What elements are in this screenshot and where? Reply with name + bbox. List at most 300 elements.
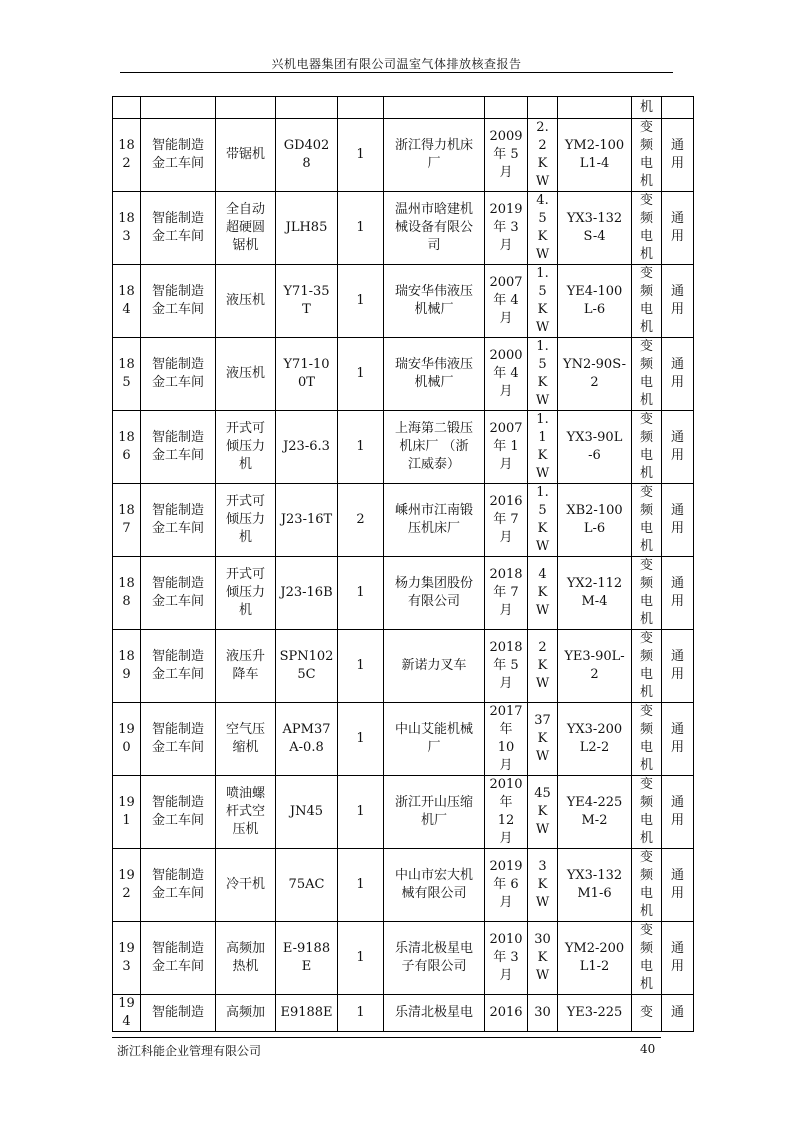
table-cell-quantity bbox=[338, 922, 384, 995]
table-cell-equipment-name bbox=[216, 703, 276, 776]
table-cell-equipment-name bbox=[216, 922, 276, 995]
table-cell-workshop bbox=[141, 922, 216, 995]
table-cell-motor-type-text: 变 频 电 机 bbox=[639, 193, 653, 262]
table-cell-power bbox=[528, 703, 558, 776]
table-cell-general-text: 通 用 bbox=[670, 357, 684, 390]
table-cell-number bbox=[113, 703, 141, 776]
table-cell-motor-type bbox=[632, 630, 662, 703]
table-cell-date-text: 2019 年 3 月 bbox=[489, 202, 523, 253]
table-cell-quantity-text: 1 bbox=[356, 293, 365, 308]
table-cell-general bbox=[662, 922, 694, 995]
table-cell-quantity-text: 1 bbox=[356, 731, 365, 746]
table-cell-general bbox=[662, 776, 694, 849]
table-cell-motor-type bbox=[632, 411, 662, 484]
footer-company: 浙江科能企业管理有限公司 bbox=[117, 1044, 262, 1058]
table-cell-workshop-text: 智能制造 bbox=[151, 1005, 204, 1020]
table-cell-manufacturer bbox=[384, 411, 485, 484]
table-cell-number bbox=[113, 119, 141, 192]
table-cell-motor-type bbox=[632, 995, 662, 1032]
table-cell-motor-model bbox=[558, 411, 632, 484]
table-cell-power-text: 30 bbox=[534, 1005, 551, 1020]
table-cell-motor-type bbox=[632, 192, 662, 265]
table-cell-general bbox=[662, 265, 694, 338]
table-cell-motor-type bbox=[632, 338, 662, 411]
table-cell-motor-type: 机 bbox=[632, 97, 662, 119]
table-cell-motor-type bbox=[632, 849, 662, 922]
table-cell-manufacturer-text: 瑞安华伟液压 机械厂 bbox=[394, 357, 473, 390]
table-cell-date-text: 2018 年 7 月 bbox=[489, 567, 523, 618]
table-cell-date-text: 2010 年 12 月 bbox=[489, 777, 523, 846]
table-cell-motor-model bbox=[558, 484, 632, 557]
table-cell-quantity-text: 1 bbox=[356, 585, 365, 600]
table-cell-number-text: 184 bbox=[118, 284, 135, 317]
table-cell-motor-type-text: 变 频 电 机 bbox=[639, 412, 653, 481]
table-row bbox=[113, 411, 694, 484]
table-cell-model-text: J23-16T bbox=[280, 512, 333, 527]
table-cell-motor-type-text: 变 频 电 机 bbox=[639, 704, 653, 773]
table-row bbox=[113, 119, 694, 192]
table-cell-general-text: 通 用 bbox=[670, 941, 684, 974]
table-cell-manufacturer-text: 嵊州市江南锻 压机床厂 bbox=[394, 503, 473, 536]
table-cell-manufacturer bbox=[384, 338, 485, 411]
table-cell-manufacturer-text: 乐清北极星电 子有限公司 bbox=[394, 941, 473, 974]
table-cell-number-text: 188 bbox=[118, 576, 135, 609]
table-cell-motor-type-text: 变 频 电 机 bbox=[639, 558, 653, 627]
table-cell-manufacturer bbox=[384, 995, 485, 1032]
table-cell-manufacturer bbox=[384, 703, 485, 776]
table-cell-manufacturer bbox=[384, 119, 485, 192]
table-cell-model bbox=[276, 776, 338, 849]
table-cell-motor-type-text: 变 bbox=[639, 1005, 653, 1020]
table-cell-power bbox=[528, 484, 558, 557]
table-cell-model bbox=[276, 557, 338, 630]
table-cell-power bbox=[528, 557, 558, 630]
table-cell-model-text: Y71-10 0T bbox=[283, 357, 330, 390]
table-cell-general-text: 通 用 bbox=[670, 795, 684, 828]
table-cell-number bbox=[113, 995, 141, 1032]
table-cell-number-text: 190 bbox=[118, 722, 135, 755]
table-cell-workshop-text: 智能制造 金工车间 bbox=[151, 430, 204, 463]
table-cell-motor-model-text: YX3-200 L2-2 bbox=[566, 722, 623, 755]
table-cell-general-text: 通 用 bbox=[670, 211, 684, 244]
table-cell-motor-model-text: YM2-100 L1-4 bbox=[564, 138, 625, 171]
table-cell-power-text: 2 K W bbox=[535, 640, 550, 691]
table-cell-workshop bbox=[141, 995, 216, 1032]
table-cell-model bbox=[276, 995, 338, 1032]
table-cell-manufacturer bbox=[384, 630, 485, 703]
table-row bbox=[113, 265, 694, 338]
table-cell-power bbox=[528, 849, 558, 922]
table-cell-motor-type-text: 变 频 电 机 bbox=[639, 923, 653, 992]
table-cell-manufacturer-text: 杨力集团股份 有限公司 bbox=[394, 576, 473, 609]
table-cell-workshop bbox=[141, 776, 216, 849]
table-cell-motor-type bbox=[632, 119, 662, 192]
table-cell-general bbox=[662, 484, 694, 557]
table-cell-motor-model bbox=[558, 703, 632, 776]
table-cell-power-text: 3 K W bbox=[535, 859, 550, 910]
table-cell-quantity bbox=[338, 776, 384, 849]
table-cell-date bbox=[485, 630, 528, 703]
table-cell-power-text: 30 K W bbox=[534, 932, 551, 983]
table-cell-model bbox=[276, 703, 338, 776]
table-cell-workshop-text: 智能制造 金工车间 bbox=[151, 576, 204, 609]
table-cell-motor-type-text: 变 频 电 机 bbox=[639, 485, 653, 554]
table-cell-equipment-name-text: 液压机 bbox=[225, 293, 265, 308]
table-cell-power-text: 2. 2 K W bbox=[535, 120, 550, 189]
table-cell-manufacturer bbox=[384, 922, 485, 995]
table-cell-workshop-text: 智能制造 金工车间 bbox=[151, 722, 204, 755]
table-cell-model-text: GD402 8 bbox=[283, 138, 330, 171]
table-row bbox=[113, 192, 694, 265]
table-cell-general-text: 通 用 bbox=[670, 868, 684, 901]
table-cell-date bbox=[485, 192, 528, 265]
table-cell-workshop bbox=[141, 119, 216, 192]
table-cell-workshop-text: 智能制造 金工车间 bbox=[151, 941, 204, 974]
table-cell-number-text: 193 bbox=[118, 941, 135, 974]
table-cell-motor-model-text: YX2-112 M-4 bbox=[566, 576, 623, 609]
table-cell-motor-model bbox=[558, 995, 632, 1032]
table-cell-quantity bbox=[338, 192, 384, 265]
table-cell-general bbox=[662, 703, 694, 776]
table-cell-date bbox=[485, 484, 528, 557]
table-cell-power bbox=[528, 630, 558, 703]
table-cell-workshop bbox=[141, 630, 216, 703]
page-header-title: 兴机电器集团有限公司温室气体排放核查报告 bbox=[271, 57, 522, 71]
table-cell-power-text: 1. 5 K W bbox=[535, 266, 550, 335]
table-cell-workshop-text: 智能制造 金工车间 bbox=[151, 649, 204, 682]
table-cell-manufacturer bbox=[384, 192, 485, 265]
table-cell-workshop-text: 智能制造 金工车间 bbox=[151, 868, 204, 901]
table-cell-number-text: 185 bbox=[118, 357, 135, 390]
table-cell-equipment-name-text: 开式可 倾压力 机 bbox=[225, 567, 265, 618]
table-cell-manufacturer bbox=[384, 484, 485, 557]
table-cell-number-text: 187 bbox=[118, 503, 135, 536]
table-cell-number-text: 194 bbox=[118, 996, 135, 1029]
table-cell-manufacturer-text: 乐清北极星电 bbox=[394, 1005, 473, 1020]
table-cell-manufacturer bbox=[384, 849, 485, 922]
table-cell-motor-model-text: YN2-90S- 2 bbox=[563, 357, 626, 390]
table-cell-general-text: 通 bbox=[670, 1005, 684, 1020]
table-cell-model bbox=[276, 265, 338, 338]
table-cell-equipment-name-text: 液压机 bbox=[225, 366, 265, 381]
table-cell-quantity-text: 1 bbox=[356, 658, 365, 673]
table-cell-motor-type-text: 变 频 电 机 bbox=[639, 120, 653, 189]
table-cell-number bbox=[113, 630, 141, 703]
table-cell-quantity bbox=[338, 265, 384, 338]
table-cell-equipment-name bbox=[216, 776, 276, 849]
table-cell-equipment-name bbox=[216, 411, 276, 484]
table-cell-power-text: 1. 5 K W bbox=[535, 485, 550, 554]
table-cell-motor-model bbox=[558, 776, 632, 849]
table-cell-power bbox=[528, 119, 558, 192]
table-cell-general-text: 通 用 bbox=[670, 722, 684, 755]
table-cell-motor-model-text: YE3-90L- 2 bbox=[564, 649, 625, 682]
table-cell-manufacturer-text: 浙江得力机床 厂 bbox=[394, 138, 473, 171]
table-cell-date bbox=[485, 922, 528, 995]
table-row bbox=[113, 703, 694, 776]
table-cell-power bbox=[528, 192, 558, 265]
table-cell-workshop-text: 智能制造 金工车间 bbox=[151, 503, 204, 536]
table-cell-motor-type-text: 变 频 电 机 bbox=[639, 339, 653, 408]
table-cell-motor-model-text: YE4-225 M-2 bbox=[566, 795, 623, 828]
table-cell-general bbox=[662, 411, 694, 484]
table-cell-date-text: 2019 年 6 月 bbox=[489, 859, 523, 910]
table-cell-equipment-name bbox=[216, 265, 276, 338]
table-cell-quantity bbox=[338, 411, 384, 484]
table-cell-power-text: 37 K W bbox=[534, 713, 551, 764]
table-cell-manufacturer bbox=[384, 776, 485, 849]
table-cell-model-text: E-9188 E bbox=[282, 941, 331, 974]
table-cell-motor-model-text: YX3-132 S-4 bbox=[566, 211, 623, 244]
table-cell-motor-model bbox=[558, 119, 632, 192]
table-cell-power bbox=[528, 995, 558, 1032]
table-cell-quantity-text: 1 bbox=[356, 439, 365, 454]
table-cell-date bbox=[485, 265, 528, 338]
table-cell-date-text: 2000 年 4 月 bbox=[489, 348, 523, 399]
table-row bbox=[113, 776, 694, 849]
table-cell-date bbox=[485, 411, 528, 484]
table-cell-date bbox=[485, 703, 528, 776]
table-cell-general-text: 通 用 bbox=[670, 430, 684, 463]
table-cell-workshop-text: 智能制造 金工车间 bbox=[151, 795, 204, 828]
table-cell-model bbox=[276, 411, 338, 484]
table-cell-number bbox=[113, 338, 141, 411]
table-cell-manufacturer-text: 中山艾能机械 厂 bbox=[394, 722, 473, 755]
table-cell-motor-model-text: YX3-90L -6 bbox=[566, 430, 623, 463]
table-cell-quantity-text: 1 bbox=[356, 147, 365, 162]
table-cell-motor-model-text: YX3-132 M1-6 bbox=[566, 868, 623, 901]
table-cell-model bbox=[276, 338, 338, 411]
table-cell-general bbox=[662, 192, 694, 265]
table-cell-date bbox=[485, 849, 528, 922]
table-cell-manufacturer bbox=[384, 265, 485, 338]
table-cell-equipment-name bbox=[216, 849, 276, 922]
table-cell-workshop bbox=[141, 411, 216, 484]
table-cell-motor-model-text: YE3-225 bbox=[566, 1005, 623, 1020]
table-cell-number bbox=[113, 265, 141, 338]
table-cell-manufacturer bbox=[384, 557, 485, 630]
table-cell-number bbox=[113, 192, 141, 265]
table-cell-manufacturer-text: 瑞安华伟液压 机械厂 bbox=[394, 284, 473, 317]
table-cell-date bbox=[485, 776, 528, 849]
table-cell-workshop bbox=[141, 849, 216, 922]
table-cell-motor-model bbox=[558, 849, 632, 922]
table-cell-number bbox=[113, 411, 141, 484]
table-cell-equipment-name-text: 喷油螺 杆式空 压机 bbox=[225, 786, 265, 837]
table-cell-quantity bbox=[338, 703, 384, 776]
table-cell-model bbox=[276, 192, 338, 265]
table-cell-workshop bbox=[141, 192, 216, 265]
table-cell-number-text: 182 bbox=[118, 138, 135, 171]
table-cell-general bbox=[662, 119, 694, 192]
table-cell-equipment-name bbox=[216, 630, 276, 703]
table-cell-model bbox=[276, 484, 338, 557]
table-cell-power bbox=[528, 776, 558, 849]
table-cell-workshop bbox=[141, 338, 216, 411]
table-cell-motor-type-text: 变 频 电 机 bbox=[639, 266, 653, 335]
table-cell-motor-model bbox=[558, 265, 632, 338]
table-row-continued bbox=[113, 97, 694, 119]
table-cell-equipment-name bbox=[216, 995, 276, 1032]
table-cell-date-text: 2016 bbox=[489, 1005, 523, 1020]
table-cell-power bbox=[528, 411, 558, 484]
table-cell-power bbox=[528, 922, 558, 995]
table-cell-power-text: 4. 5 K W bbox=[535, 193, 550, 262]
table-cell-motor-model bbox=[558, 192, 632, 265]
table-cell-quantity bbox=[338, 995, 384, 1032]
table-row bbox=[113, 484, 694, 557]
table-cell-motor-type-text: 变 频 电 机 bbox=[639, 850, 653, 919]
table-cell-number bbox=[113, 776, 141, 849]
table-cell-power bbox=[528, 265, 558, 338]
table-cell-date-text: 2007 年 4 月 bbox=[489, 275, 523, 326]
table-cell-workshop bbox=[141, 265, 216, 338]
table-cell-equipment-name-text: 高频加 bbox=[225, 1005, 265, 1020]
table-cell-motor-model bbox=[558, 922, 632, 995]
table-cell-general-text: 通 用 bbox=[670, 138, 684, 171]
table-cell-workshop-text: 智能制造 金工车间 bbox=[151, 211, 204, 244]
table-cell-motor-type bbox=[632, 922, 662, 995]
table-cell-date-text: 2018 年 5 月 bbox=[489, 640, 523, 691]
table-cell-general bbox=[662, 995, 694, 1032]
table-cell-quantity bbox=[338, 630, 384, 703]
table-cell-model-text: APM37 A-0.8 bbox=[282, 722, 331, 755]
table-cell-number-text: 191 bbox=[118, 795, 135, 828]
footer-divider bbox=[112, 1037, 661, 1038]
table-cell-model-text: SPN102 5C bbox=[279, 649, 334, 682]
table-cell-general-text: 通 用 bbox=[670, 503, 684, 536]
table-cell-equipment-name-text: 空气压 缩机 bbox=[225, 722, 265, 755]
table-cell-workshop bbox=[141, 703, 216, 776]
table-cell-model-text: J23-6.3 bbox=[283, 439, 330, 454]
table-cell-general bbox=[662, 849, 694, 922]
table-cell-model bbox=[276, 630, 338, 703]
table-cell-quantity bbox=[338, 338, 384, 411]
table-cell-manufacturer-text: 浙江开山压缩 机厂 bbox=[394, 795, 473, 828]
table-cell-number-text: 189 bbox=[118, 649, 135, 682]
table-cell-model bbox=[276, 922, 338, 995]
table-row bbox=[113, 338, 694, 411]
table-cell-motor-model bbox=[558, 630, 632, 703]
table-cell-motor-model-text: YE4-100 L-6 bbox=[566, 284, 623, 317]
table-cell-model-text: 75AC bbox=[288, 877, 325, 892]
table-cell-equipment-name-text: 冷干机 bbox=[225, 877, 265, 892]
table-cell-manufacturer-text: 温州市晗建机 械设备有限公 司 bbox=[394, 202, 473, 253]
table-cell-workshop-text: 智能制造 金工车间 bbox=[151, 138, 204, 171]
table-cell-number-text: 186 bbox=[118, 430, 135, 463]
table-cell-quantity bbox=[338, 557, 384, 630]
table-cell-quantity-text: 1 bbox=[356, 804, 365, 819]
table-cell-date bbox=[485, 119, 528, 192]
table-cell-equipment-name bbox=[216, 557, 276, 630]
table-cell-workshop bbox=[141, 557, 216, 630]
table-row bbox=[113, 922, 694, 995]
table-row bbox=[113, 630, 694, 703]
table-row bbox=[113, 557, 694, 630]
table-cell-equipment-name bbox=[216, 192, 276, 265]
table-cell-quantity bbox=[338, 119, 384, 192]
table-cell-manufacturer-text: 新诺力叉车 bbox=[401, 658, 467, 673]
table-row bbox=[113, 849, 694, 922]
table-cell-model-text: Y71-35 T bbox=[283, 284, 330, 317]
table-cell-date-text: 2007 年 1 月 bbox=[489, 421, 523, 472]
table-cell-model-text: JLH85 bbox=[285, 220, 328, 235]
table-cell-equipment-name-text: 全自动 超硬圆 锯机 bbox=[225, 202, 265, 253]
table-cell-model-text: JN45 bbox=[289, 804, 324, 819]
table-cell-general-text: 通 用 bbox=[670, 649, 684, 682]
table-cell-quantity bbox=[338, 484, 384, 557]
table-cell-equipment-name-text: 开式可 倾压力 机 bbox=[225, 421, 265, 472]
equipment-table bbox=[112, 96, 694, 1032]
table-cell-power-text: 1. 1 K W bbox=[535, 412, 550, 481]
table-cell-number bbox=[113, 849, 141, 922]
table-cell-general bbox=[662, 630, 694, 703]
table-cell-motor-type bbox=[632, 484, 662, 557]
table-cell-manufacturer-text: 上海第二锻压 机床厂 （浙 江威泰） bbox=[394, 421, 473, 472]
table-cell-workshop-text: 智能制造 金工车间 bbox=[151, 284, 204, 317]
table-cell-motor-type bbox=[632, 776, 662, 849]
table-cell-general bbox=[662, 338, 694, 411]
table-cell-workshop-text: 智能制造 金工车间 bbox=[151, 357, 204, 390]
table-cell-motor-type bbox=[632, 703, 662, 776]
table-cell-quantity-text: 1 bbox=[356, 1005, 365, 1020]
table-cell-general-text: 通 用 bbox=[670, 576, 684, 609]
table-cell-motor-type bbox=[632, 265, 662, 338]
page-number: 40 bbox=[640, 1042, 656, 1056]
table-cell-motor-model-text: XB2-100 L-6 bbox=[566, 503, 623, 536]
table-cell-quantity bbox=[338, 849, 384, 922]
table-row bbox=[113, 995, 694, 1032]
table-cell-number bbox=[113, 922, 141, 995]
table-cell-date bbox=[485, 995, 528, 1032]
table-cell-equipment-name-text: 高频加 热机 bbox=[225, 941, 265, 974]
table-cell-equipment-name bbox=[216, 119, 276, 192]
table-cell-motor-model bbox=[558, 338, 632, 411]
table-cell-power bbox=[528, 338, 558, 411]
table-cell-number bbox=[113, 484, 141, 557]
table-cell-motor-model bbox=[558, 557, 632, 630]
table-cell-date-text: 2009 年 5 月 bbox=[489, 129, 523, 180]
table-cell-equipment-name-text: 带锯机 bbox=[225, 147, 265, 162]
table-cell-number-text: 183 bbox=[118, 211, 135, 244]
table-cell-equipment-name bbox=[216, 484, 276, 557]
table-cell-quantity-text: 1 bbox=[356, 366, 365, 381]
table-cell-quantity-text: 1 bbox=[356, 877, 365, 892]
table-cell-quantity-text: 2 bbox=[356, 512, 365, 527]
table-cell-number bbox=[113, 557, 141, 630]
table-cell-model-text: J23-16B bbox=[280, 585, 333, 600]
table-cell-equipment-name bbox=[216, 338, 276, 411]
table-cell-motor-model-text: YM2-200 L1-2 bbox=[564, 941, 625, 974]
table-cell-quantity-text: 1 bbox=[356, 950, 365, 965]
table-cell-equipment-name-text: 开式可 倾压力 机 bbox=[225, 494, 265, 545]
header-divider bbox=[120, 72, 673, 73]
table-cell-power-text: 1. 5 K W bbox=[535, 339, 550, 408]
table-cell-model-text: E9188E bbox=[280, 1005, 333, 1020]
table-cell-motor-type-text: 变 频 电 机 bbox=[639, 777, 653, 846]
table-cell-quantity-text: 1 bbox=[356, 220, 365, 235]
table-cell-date-text: 2017 年 10 月 bbox=[489, 704, 523, 773]
table-cell-motor-type bbox=[632, 557, 662, 630]
table-cell-model bbox=[276, 849, 338, 922]
table-cell-motor-type-text: 变 频 电 机 bbox=[639, 631, 653, 700]
table-cell-manufacturer-text: 中山市宏大机 械有限公司 bbox=[394, 868, 473, 901]
table-cell-power-text: 45 K W bbox=[534, 786, 551, 837]
table-cell-equipment-name-text: 液压升 降车 bbox=[225, 649, 265, 682]
table-cell-general-text: 通 用 bbox=[670, 284, 684, 317]
table-cell-date-text: 2016 年 7 月 bbox=[489, 494, 523, 545]
table-cell-power-text: 4 K W bbox=[535, 567, 550, 618]
